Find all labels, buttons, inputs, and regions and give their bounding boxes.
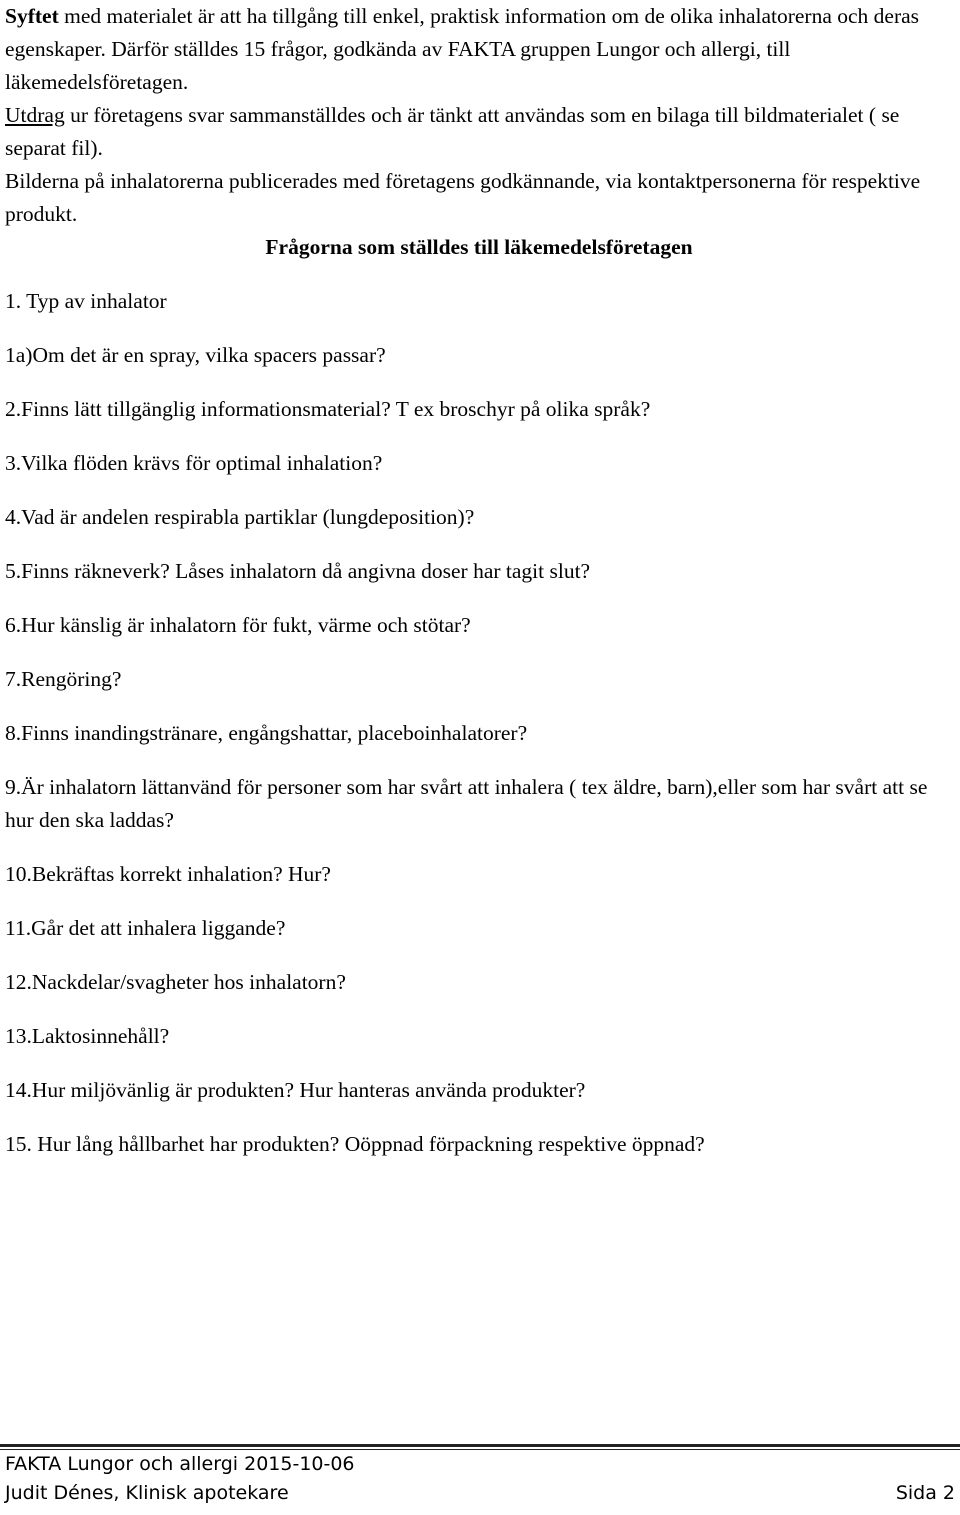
questions-list <box>5 285 953 1161</box>
intro-paragraph-images: Bilderna på inhalatorerna publicerades med företagens godkännande, via kontaktpersonerna för respektive produkt. <box>5 169 921 226</box>
excerpt-keyword: Utdrag <box>5 103 65 127</box>
purpose-text: med materialet är att ha tillgång till enkel, praktisk information om de olika inhalatorerna och deras egenskaper. Därför ställdes 15 frågor, godkända av FAKTA gruppen Lungor och allergi, till läkemedelsföretagen. <box>5 4 920 94</box>
question-item: 7.Rengöring? <box>5 667 122 691</box>
footer-rule-thick <box>0 1444 960 1447</box>
question-item: 6.Hur känslig är inhalatorn för fukt, värme och stötar? <box>5 613 471 637</box>
footer-author: Judit Dénes, Klinisk apotekare <box>5 1482 289 1504</box>
excerpt-text: ur företagens svar sammanställdes och är tänkt att användas som en bilaga till bildmaterialet ( se separat fil). <box>5 103 900 160</box>
question-item: 9.Är inhalatorn lättanvänd för personer som har svårt att inhalera ( tex äldre, barn),eller som har svårt att se hur den ska laddas? <box>5 775 928 832</box>
question-item: 14.Hur miljövänlig är produkten? Hur hanteras använda produkter? <box>5 1078 586 1102</box>
question-item: 4.Vad är andelen respirabla partiklar (lungdeposition)? <box>5 505 475 529</box>
purpose-keyword: Syftet <box>5 4 59 28</box>
question-item: 2.Finns lätt tillgänglig informationsmaterial? T ex broschyr på olika språk? <box>5 397 651 421</box>
document-body <box>5 0 953 1182</box>
question-item: 15. Hur lång hållbarhet har produkten? Oöppnad förpackning respektive öppnad? <box>5 1132 705 1156</box>
questions-heading: Frågorna som ställdes till läkemedelsföretagen <box>265 235 693 259</box>
question-item: 5.Finns räkneverk? Låses inhalatorn då angivna doser har tagit slut? <box>5 559 591 583</box>
question-item: 12.Nackdelar/svagheter hos inhalatorn? <box>5 970 346 994</box>
question-item: 8.Finns inandingstränare, engångshattar, placeboinhalatorer? <box>5 721 528 745</box>
page-footer <box>0 1444 960 1508</box>
footer-page-number: Sida 2 <box>895 1482 955 1504</box>
footer-org-date: FAKTA Lungor och allergi 2015-10-06 <box>5 1453 355 1475</box>
intro-section <box>5 0 953 231</box>
question-item: 11.Går det att inhalera liggande? <box>5 916 286 940</box>
question-item: 3.Vilka flöden krävs för optimal inhalation? <box>5 451 383 475</box>
question-item: 1. Typ av inhalator <box>5 289 167 313</box>
footer-line-author <box>5 1479 955 1508</box>
intro-paragraph-purpose <box>5 0 953 99</box>
footer-text <box>0 1450 960 1508</box>
question-item: 13.Laktosinnehåll? <box>5 1024 170 1048</box>
intro-paragraph-excerpt <box>5 99 953 165</box>
question-item: 1a)Om det är en spray, vilka spacers passar? <box>5 343 386 367</box>
question-item: 10.Bekräftas korrekt inhalation? Hur? <box>5 862 331 886</box>
